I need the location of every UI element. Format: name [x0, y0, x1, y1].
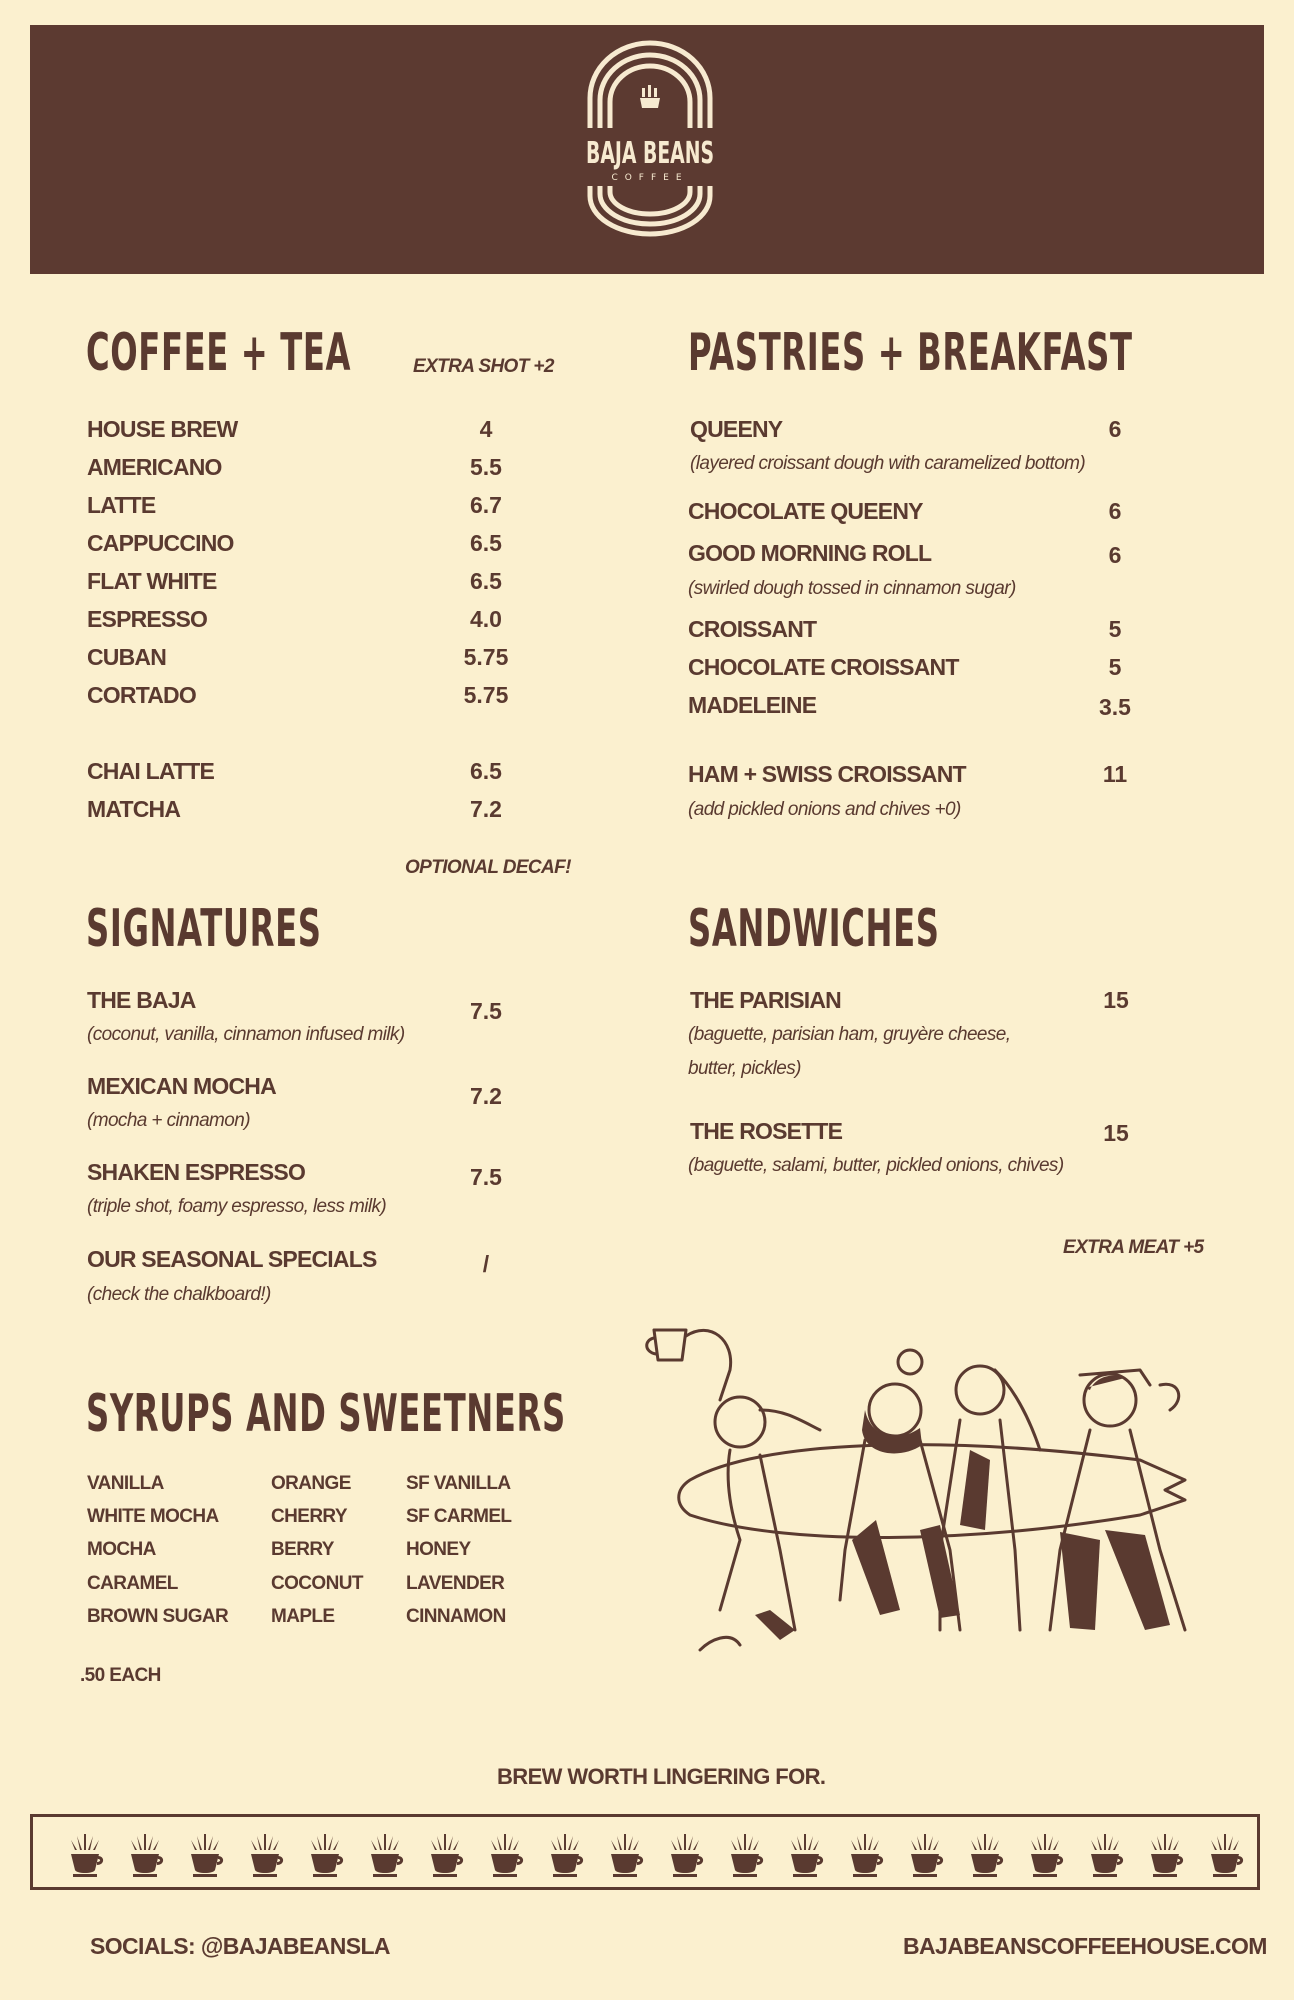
menu-item-price: 5.5 — [470, 454, 502, 480]
menu-item-name: CHOCOLATE QUEENY — [688, 498, 923, 524]
menu-item-price: 4 — [479, 416, 493, 442]
coffee-cup-icon — [485, 1834, 525, 1878]
website-link[interactable]: BAJABEANSCOFFEEHOUSE.COM — [903, 1933, 1267, 1959]
menu-item-name: HOUSE BREW — [87, 416, 238, 442]
menu-item-description: (layered croissant dough with caramelized bottom) — [690, 453, 1086, 474]
coffee-cup-banner — [30, 1814, 1260, 1890]
syrup-item: MOCHA — [87, 1539, 156, 1560]
menu-item-price: 7.2 — [470, 1083, 502, 1109]
menu-item-price: 7.2 — [470, 796, 502, 822]
syrup-item: SF CARMEL — [406, 1506, 512, 1527]
syrup-item: LAVENDER — [406, 1573, 505, 1594]
menu-item-price: 7.5 — [470, 1164, 502, 1190]
coffee-cup-icon — [1085, 1834, 1125, 1878]
coffee-cup-icon — [605, 1834, 645, 1878]
syrup-item: WHITE MOCHA — [87, 1506, 219, 1527]
menu-item-price: / — [482, 1251, 490, 1277]
coffee-cup-icon — [125, 1834, 165, 1878]
menu-item-description: (check the chalkboard!) — [87, 1284, 271, 1305]
coffee-cup-icon — [1145, 1834, 1185, 1878]
syrup-item: VANILLA — [87, 1473, 164, 1494]
menu-item-description: (add pickled onions and chives +0) — [688, 799, 961, 820]
coffee-cup-icon — [965, 1834, 1005, 1878]
coffee-cup-icon — [905, 1834, 945, 1878]
menu-item-description: butter, pickles) — [688, 1058, 801, 1079]
menu-item-name: CAPPUCCINO — [87, 530, 234, 556]
menu-item-name: CHOCOLATE CROISSANT — [688, 654, 959, 680]
menu-item-description: (mocha + cinnamon) — [87, 1110, 250, 1131]
menu-item-description: (coconut, vanilla, cinnamon infused milk) — [87, 1024, 405, 1045]
coffee-cup-icon — [1205, 1834, 1245, 1878]
menu-item-price: 11 — [1102, 761, 1128, 787]
syrup-item: COCONUT — [271, 1573, 363, 1594]
menu-item-name: SHAKEN ESPRESSO — [87, 1159, 306, 1185]
coffee-cup-icon — [545, 1834, 585, 1878]
baja-beans-logo — [580, 38, 720, 238]
menu-item-name: MEXICAN MOCHA — [87, 1073, 276, 1099]
menu-item-name: THE PARISIAN — [690, 987, 841, 1013]
signatures-title: SIGNATURES — [86, 899, 322, 959]
syrups-title: SYRUPS AND SWEETNERS — [86, 1384, 566, 1444]
menu-item-price: 5.75 — [463, 682, 509, 708]
syrup-item: SF VANILLA — [406, 1473, 511, 1494]
menu-item-name: FLAT WHITE — [87, 568, 217, 594]
menu-item-price: 6.5 — [470, 758, 502, 784]
syrup-item: BERRY — [271, 1539, 334, 1560]
menu-item-name: LATTE — [87, 492, 156, 518]
menu-item-name: OUR SEASONAL SPECIALS — [87, 1246, 377, 1272]
syrup-item: CHERRY — [271, 1506, 347, 1527]
coffee-cup-icon — [665, 1834, 705, 1878]
menu-item-name: MATCHA — [87, 796, 181, 822]
coffee-cup-icon — [65, 1834, 105, 1878]
menu-item-price: 6 — [1108, 542, 1122, 568]
extra-meat-note: EXTRA MEAT +5 — [1063, 1237, 1204, 1258]
sandwiches-title: SANDWICHES — [688, 899, 940, 959]
syrup-item: CINNAMON — [406, 1606, 506, 1627]
coffee-cup-icon — [425, 1834, 465, 1878]
syrup-item: ORANGE — [271, 1473, 351, 1494]
coffee-cup-icon — [1025, 1834, 1065, 1878]
menu-item-name: QUEENY — [690, 416, 783, 442]
menu-item-price: 6 — [1108, 416, 1122, 442]
menu-item-name: CORTADO — [87, 682, 196, 708]
syrup-item: HONEY — [406, 1539, 471, 1560]
syrup-item: CARAMEL — [87, 1573, 178, 1594]
pastries-title: PASTRIES + BREAKFAST — [688, 323, 1133, 383]
menu-item-price: 5 — [1108, 654, 1122, 680]
coffee-cup-icon — [185, 1834, 225, 1878]
coffee-cup-icon — [845, 1834, 885, 1878]
syrup-price: .50 EACH — [80, 1665, 161, 1686]
extra-shot-note: EXTRA SHOT +2 — [413, 356, 554, 377]
tagline: BREW WORTH LINGERING FOR. — [497, 1764, 826, 1789]
menu-item-description: (baguette, salami, butter, pickled onions, chives) — [688, 1155, 1064, 1176]
coffee-cup-icon — [785, 1834, 825, 1878]
syrup-item: BROWN SUGAR — [87, 1606, 229, 1627]
menu-item-price: 15 — [1103, 987, 1129, 1013]
logo-name: BAJA BEANS — [586, 136, 714, 171]
coffee-tea-title: COFFEE + TEA — [86, 323, 352, 383]
menu-item-name: THE BAJA — [87, 987, 196, 1013]
coffee-cup-icon — [725, 1834, 765, 1878]
menu-item-name: CROISSANT — [688, 616, 817, 642]
menu-item-name: MADELEINE — [688, 692, 817, 718]
menu-item-description: (swirled dough tossed in cinnamon sugar) — [688, 578, 1016, 599]
surfers-illustration — [640, 1310, 1220, 1680]
menu-item-name: AMERICANO — [87, 454, 222, 480]
menu-item-name: CHAI LATTE — [87, 758, 215, 784]
coffee-cup-icon — [245, 1834, 285, 1878]
menu-item-description: (triple shot, foamy espresso, less milk) — [87, 1196, 387, 1217]
menu-item-name: ESPRESSO — [87, 606, 208, 632]
menu-item-name: CUBAN — [87, 644, 167, 670]
menu-item-price: 7.5 — [470, 998, 502, 1024]
socials-handle[interactable]: SOCIALS: @BAJABEANSLA — [90, 1933, 390, 1959]
menu-item-name: HAM + SWISS CROISSANT — [688, 761, 966, 787]
menu-item-price: 6.5 — [470, 568, 502, 594]
coffee-cup-icon — [305, 1834, 345, 1878]
menu-item-name: GOOD MORNING ROLL — [688, 540, 932, 566]
menu-item-price: 15 — [1103, 1120, 1129, 1146]
coffee-cup-icon — [365, 1834, 405, 1878]
menu-item-price: 6 — [1108, 498, 1122, 524]
menu-item-price: 3.5 — [1099, 694, 1131, 720]
optional-decaf-note: OPTIONAL DECAF! — [405, 857, 571, 878]
menu-item-price: 6.5 — [470, 530, 502, 556]
menu-item-price: 5 — [1108, 616, 1122, 642]
menu-item-price: 4.0 — [470, 606, 502, 632]
syrup-item: MAPLE — [271, 1606, 335, 1627]
logo-subtitle: COFFEE — [611, 173, 689, 183]
menu-item-price: 5.75 — [463, 644, 509, 670]
menu-item-name: THE ROSETTE — [690, 1118, 843, 1144]
menu-item-price: 6.7 — [470, 492, 502, 518]
menu-item-description: (baguette, parisian ham, gruyère cheese, — [688, 1024, 1011, 1045]
